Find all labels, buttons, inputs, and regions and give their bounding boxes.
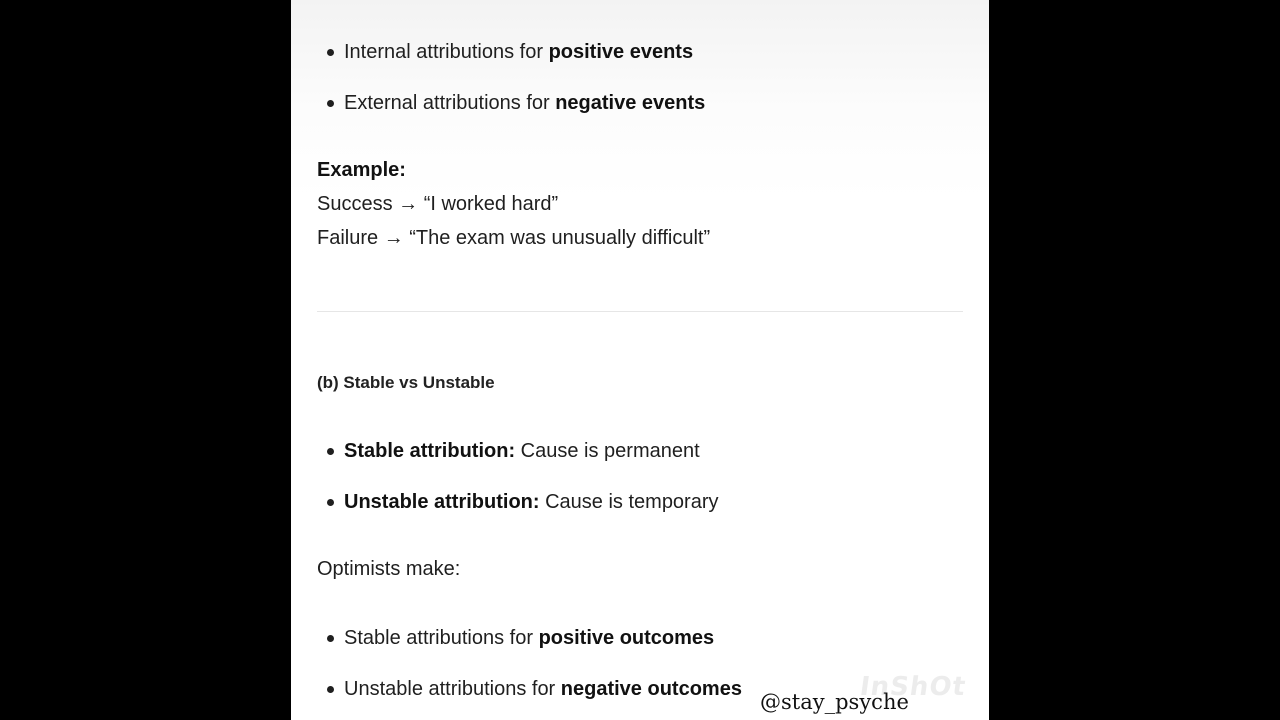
list-item-emphasis: negative outcomes [560,678,742,700]
list-item-emphasis: positive events [548,41,694,63]
definition-text: Cause is temporary [539,491,719,513]
list-item [317,489,719,515]
section-b-heading: (b) Stable vs Unstable [317,373,495,392]
optimists-intro: Optimists make: [317,558,461,580]
bullet-icon [327,499,334,506]
app-watermark-logo: InShOt [857,672,969,702]
section-divider [317,311,963,312]
bullet-icon [327,448,334,455]
list-item [317,438,700,464]
bullet-icon [327,100,334,107]
example-label: Example: [317,159,406,181]
example-block [317,153,710,255]
list-item [317,39,693,65]
list-item-text: External attributions for [344,92,556,114]
definition-term: Stable attribution: [344,440,516,462]
bullet-icon [327,635,334,642]
document-page [291,0,989,720]
list-item-text: Stable attributions for [344,627,539,649]
list-item-emphasis: negative events [555,92,706,114]
definition-term: Unstable attribution: [344,491,540,513]
example-success-line: Success → “I worked hard” [317,193,559,215]
list-item [317,676,742,702]
list-item [317,625,714,651]
list-item-text: Internal attributions for [344,41,549,63]
list-item-emphasis: positive outcomes [538,627,715,649]
example-failure-line: Failure → “The exam was unusually difficult” [317,227,711,249]
definition-text: Cause is permanent [515,440,700,462]
creator-handle-watermark: @stay_psyche [760,690,909,714]
list-item [317,90,705,116]
list-item-text: Unstable attributions for [344,678,561,700]
bullet-icon [327,686,334,693]
bullet-icon [327,49,334,56]
